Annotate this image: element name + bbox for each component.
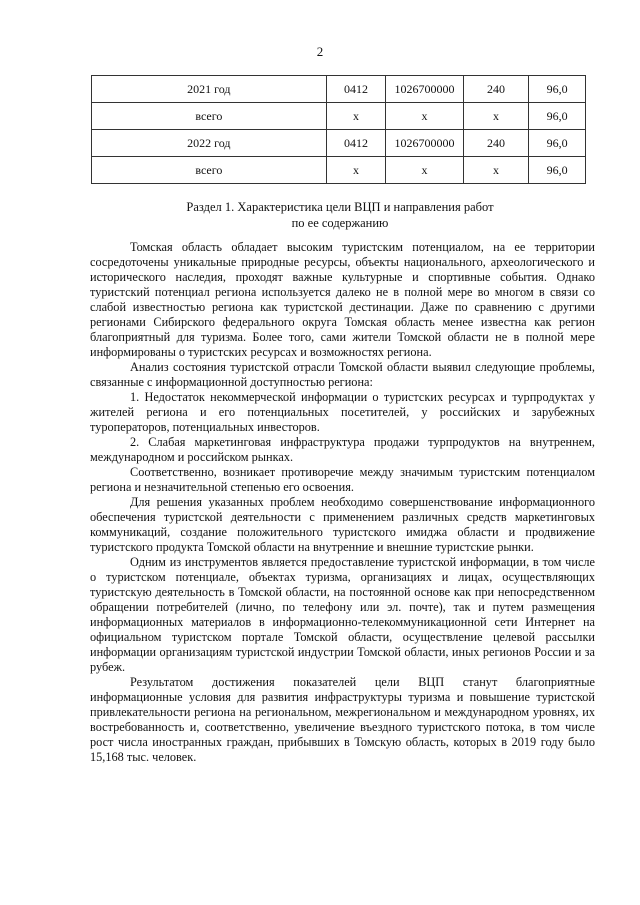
table-cell-target-article: 1026700000 [386,130,463,157]
table-cell-amount: 96,0 [529,76,586,103]
section-body [90,240,595,765]
paragraph: 1. Недостаток некоммерческой информации о туристских ресурсах и турпродуктах у жителей региона и его потенциальных посетителей, у российских и зарубежных туроператоров, потенциальных инвесторов. [90,390,595,434]
table-cell-code: 0412 [326,76,386,103]
table-cell-expense-type: 240 [463,130,529,157]
table-cell-amount: 96,0 [529,130,586,157]
table-row [92,157,586,184]
section-heading-line: по ее содержанию [291,216,389,230]
table-row [92,76,586,103]
page-number: 2 [316,44,324,59]
table-cell-period: 2021 год [92,76,327,103]
paragraph: Анализ состояния туристской отрасли Томской области выявил следующие проблемы, связанные с информационной доступностью региона: [90,360,595,389]
table-cell-expense-type: 240 [463,76,529,103]
table-row [92,103,586,130]
table-cell-period: 2022 год [92,130,327,157]
table-cell-amount: 96,0 [529,103,586,130]
table-cell-code: x [326,103,386,130]
table-cell-period: всего [92,103,327,130]
table-cell-code: 0412 [326,130,386,157]
table-cell-period: всего [92,157,327,184]
table-cell-target-article: 1026700000 [386,76,463,103]
paragraph: Для решения указанных проблем необходимо совершенствование информационного обеспечения туристской деятельности с применением различных средств маркетинговых коммуникаций, создание положительного туристского имиджа области и продвижение туристского продукта Томской области на внутренние и внешние туристские рынки. [90,495,595,554]
paragraph: Одним из инструментов является предоставление туристской информации, в том числе о туристском потенциале, объектах туризма, организациях и лицах, осуществляющих туристскую деятельность в Томской области, на постоянной основе как при непосредственном обращении потребителей (лично, по телефону или эл. почте), так и путем размещения информационных материалов в информационно-телекоммуникационной сети Интернет на официальном туристском портале Томской области, осуществление целевой рассылки информации организациям туристской индустрии Томской области, иных регионов России и за рубеж. [90,555,595,674]
table-cell-target-article: x [386,157,463,184]
table-cell-amount: 96,0 [529,157,586,184]
table-cell-expense-type: x [463,103,529,130]
table-row [92,130,586,157]
table-cell-target-article: x [386,103,463,130]
paragraph: Соответственно, возникает противоречие между значимым туристским потенциалом региона и незначительной степенью его освоения. [90,465,595,494]
paragraph: 2. Слабая маркетинговая инфраструктура продажи турпродуктов на внутреннем, международном и российском рынках. [90,435,595,464]
paragraph: Томская область обладает высоким туристским потенциалом, на ее территории сосредоточены уникальные природные ресурсы, объекты национального, археологического и исторического наследия, проходят важные культурные и спортивные события. Однако туристский потенциал региона используется далеко не в полной мере во многом в связи со слабой известностью региона как туристской дестинации. Даже по сравнению с другими регионами Сибирского федерального округа Томская область менее известна как регион благоприятный для туризма. Более того, сами жители Томской области не в полной мере информированы о туристских ресурсах и возможностях региона. [90,240,595,359]
table-cell-expense-type: x [463,157,529,184]
section-heading-line: Раздел 1. Характеристика цели ВЦП и направления работ [186,200,494,214]
budget-table [91,75,586,184]
paragraph: Результатом достижения показателей цели ВЦП станут благоприятные информационные условия для развития инфраструктуры туризма и повышение туристской привлекательности региона на региональном, межрегиональном и международном уровнях, их востребованность и, соответственно, увеличение въездного туристского потока, в том числе рост числа иностранных граждан, прибывших в Томскую область, которых в 2019 году было 15,168 тыс. человек. [90,675,595,764]
section-heading [90,199,590,231]
table-cell-code: x [326,157,386,184]
